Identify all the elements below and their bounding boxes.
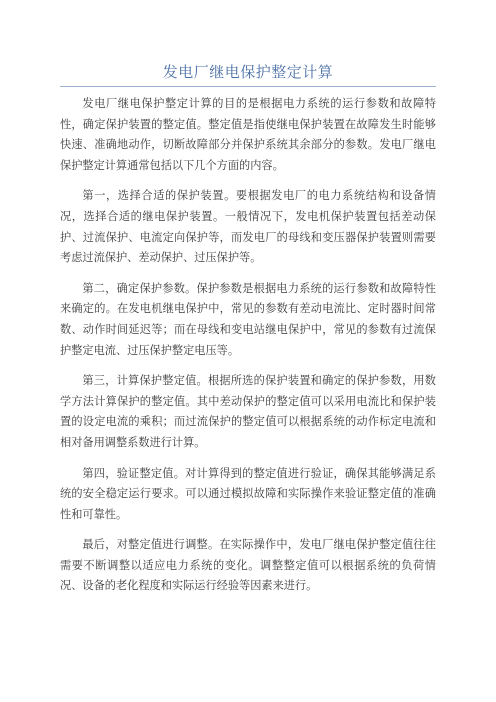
- paragraph-step-4: 第四，验证整定值。对计算得到的整定值进行验证，确保其能够满足系统的安全稳定运行要求。可以通过模拟故障和实际操作来验证整定值的准确性和可靠性。: [60, 466, 436, 521]
- paragraph-step-3: 第三，计算保护整定值。根据所选的保护装置和确定的保护参数，用数学方法计算保护的整定值。其中差动保护的整定值可以采用电流比和保护装置的设定电流的乘积；而过流保护的整定值可以根据系统的动作标定电流和相对备用调整系数进行计算。: [60, 374, 436, 449]
- document-body: [60, 94, 436, 607]
- paragraph-intro: 发电厂继电保护整定计算的目的是根据电力系统的运行参数和故障特性，确定保护装置的整定值。整定值是指使继电保护装置在故障发生时能够快速、准确地动作，切断故障部分并保护系统其余部分的参数。发电厂继电保护整定计算通常包括以下几个方面的内容。: [60, 97, 436, 172]
- paragraph-step-2: 第二，确定保护参数。保护参数是根据电力系统的运行参数和故障特性来确定的。在发电机继电保护中，常见的参数有差动电流比、定时器时间常数、动作时间延迟等；而在母线和变电站继电保护中，常见的参数有过流保护整定电流、过压保护整定电压等。: [60, 281, 436, 357]
- title-divider: [60, 86, 436, 87]
- paragraph-step-1: 第一，选择合适的保护装置。要根据发电厂的电力系统结构和设备情况，选择合适的继电保护装置。一般情况下，发电机保护装置包括差动保护、过流保护、电流定向保护等，而发电厂的母线和变压器保护装置则需要考虑过流保护、差动保护、过压保护等。: [60, 189, 436, 265]
- document-title: 发电厂继电保护整定计算: [162, 63, 334, 81]
- paragraph-final: 最后，对整定值进行调整。在实际操作中，发电厂继电保护整定值往往需要不断调整以适应电力系统的变化。调整整定值可以根据系统的负荷情况、设备的老化程度和实际运行经验等因素来进行。: [60, 538, 436, 593]
